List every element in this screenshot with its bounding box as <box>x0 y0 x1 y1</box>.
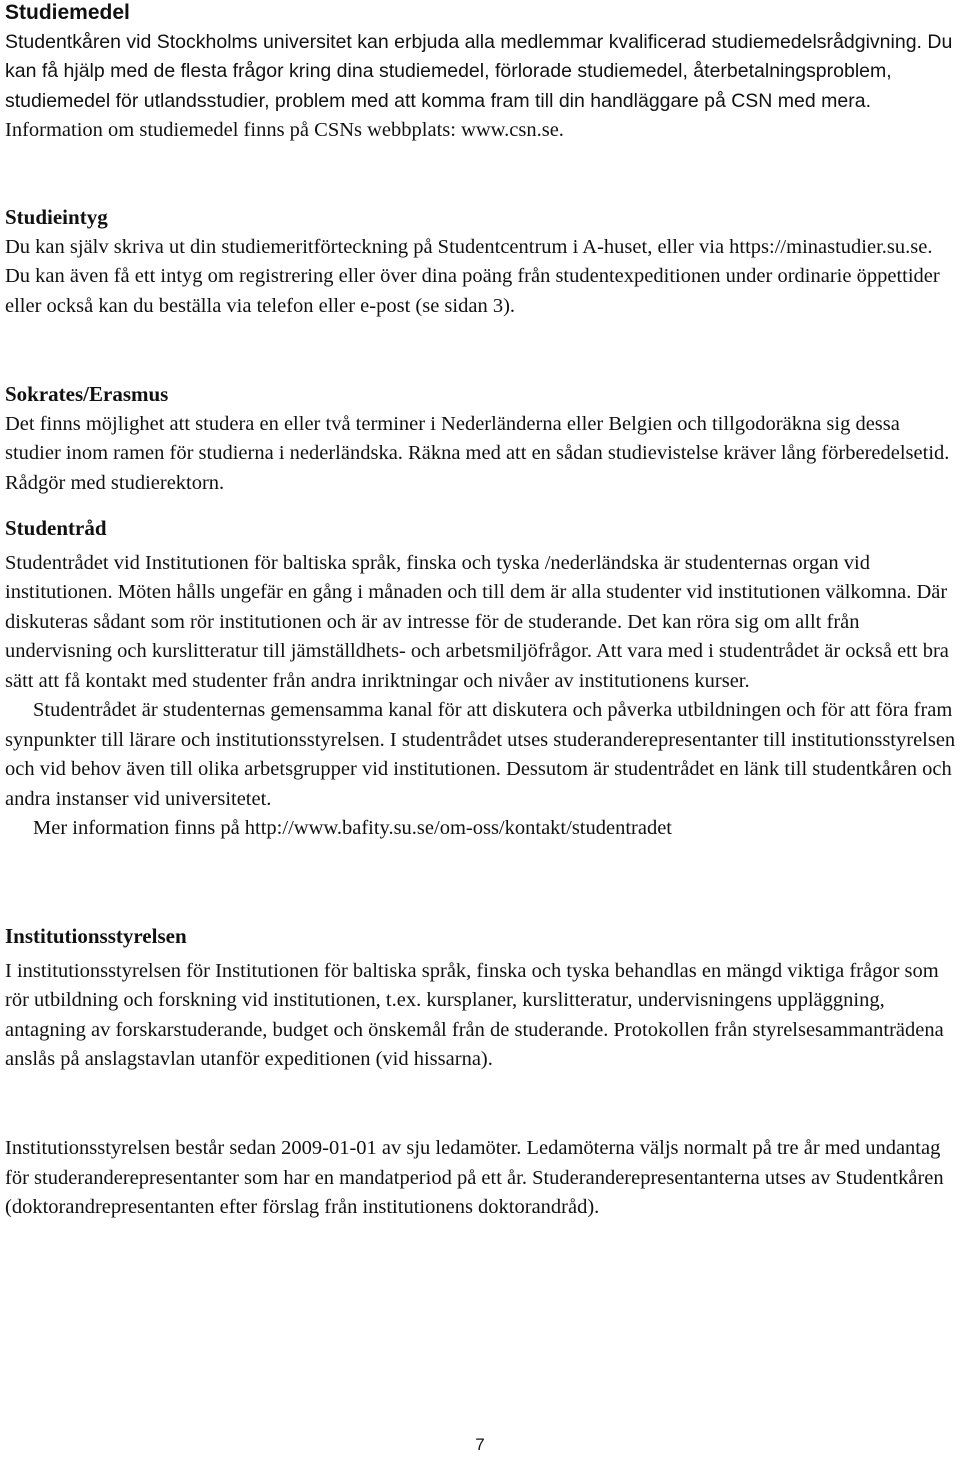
heading-studentrad: Studentråd <box>5 516 107 540</box>
paragraph-studentrad-3: Mer information finns på http://www.bafity.su.se/om-oss/kontakt/studentradet <box>33 817 673 839</box>
heading-studiemedel: Studiemedel <box>5 1 130 24</box>
paragraph-sokrates-erasmus: Det finns möjlighet att studera en eller två terminer i Nederländerna eller Belgien och tillgodoräkna sig dessa studier inom ramen för studierna i nederländska. Räkna med att en sådan studievistelse kräver lång förberedelsetid. Rådgör med studierektorn. <box>5 412 950 494</box>
studiemedel-body-serif: Information om studiemedel finns på CSNs webbplats: www.csn.se. <box>5 119 564 141</box>
paragraph-studiemedel <box>5 28 957 146</box>
heading-institutionsstyrelsen: Institutionsstyrelsen <box>5 924 187 948</box>
section-institutionsstyrelsen <box>5 922 957 1075</box>
section-studieintyg <box>5 203 957 321</box>
page-number: 7 <box>475 1435 485 1454</box>
section-institutionsstyrelsen-members <box>5 1134 957 1223</box>
paragraph-studieintyg-2: Du kan även få ett intyg om registrering eller över dina poäng från studentexpeditionen under ordinarie öppettider eller också kan du beställa via telefon eller e-post (se sidan 3). <box>5 265 940 317</box>
heading-studieintyg: Studieintyg <box>5 205 108 229</box>
section-sokrates-erasmus <box>5 380 957 498</box>
paragraph-institutionsstyrelsen-1: I institutionsstyrelsen för Institutionen för baltiska språk, finska och tyska behandlas en mängd viktiga frågor som rör utbildning och forskning vid institutionen, t.ex. kursplaner, kurslitteratur, undervisningens uppläggning, antagning av forskarstuderande, budget och önskemål från de studerande. Protokollen från styrelsesammanträdena anslås på anslagstavlan utanför expeditionen (vid hissarna). <box>5 959 944 1070</box>
heading-sokrates-erasmus: Sokrates/Erasmus <box>5 382 169 406</box>
paragraph-studieintyg-1: Du kan själv skriva ut din studiemeritförteckning på Studentcentrum i A-huset, eller via https://minastudier.su.se. <box>5 235 933 258</box>
paragraph-studentrad-2: Studentrådet är studenternas gemensamma kanal för att diskutera och påverka utbildningen och för att föra fram synpunkter till lärare och institutionsstyrelsen. I studentrådet utses studeranderepresentanter till institutionsstyrelsen och vid behov även till olika arbetsgrupper vid institutionen. Dessutom är studentrådet en länk till studentkåren och andra instanser vid universitetet. <box>5 699 956 810</box>
section-studentrad <box>5 514 957 844</box>
paragraph-institutionsstyrelsen-2: Institutionsstyrelsen består sedan 2009-01-01 av sju ledamöter. Ledamöterna väljs normalt på tre år med undantag för studeranderepresentanter som har en mandatperiod på ett år. Studeranderepresentanterna utses av Studentkåren (doktorandrepresentanten efter förslag från institutionens doktorandråd). <box>5 1137 944 1218</box>
studiemedel-body-sans: Studentkåren vid Stockholms universitet kan erbjuda alla medlemmar kvalificerad studiemedelsrådgivning. Du kan få hjälp med de flesta frågor kring dina studiemedel, förlorade studiemedel, återbetalningsproblem, studiemedel för utlandsstudier, problem med att komma fram till din handläggare på CSN med mera. <box>5 30 953 112</box>
section-studiemedel <box>5 0 957 146</box>
paragraph-studentrad-1: Studentrådet vid Institutionen för baltiska språk, finska och tyska /nederländska är studenternas organ vid institutionen. Möten hålls ungefär en gång i månaden och till dem är alla studenter vid institutionen välkomna. Där diskuteras sådant som rör institutionen och är av intresse för de studerande. Det kan röra sig om allt från undervisning och kurslitteratur till jämställdhets- och arbetsmiljöfrågor. Att vara med i studentrådet är också ett bra sätt att få kontakt med studenter från andra inriktningar och nivåer av institutionens kurser. <box>5 551 949 692</box>
